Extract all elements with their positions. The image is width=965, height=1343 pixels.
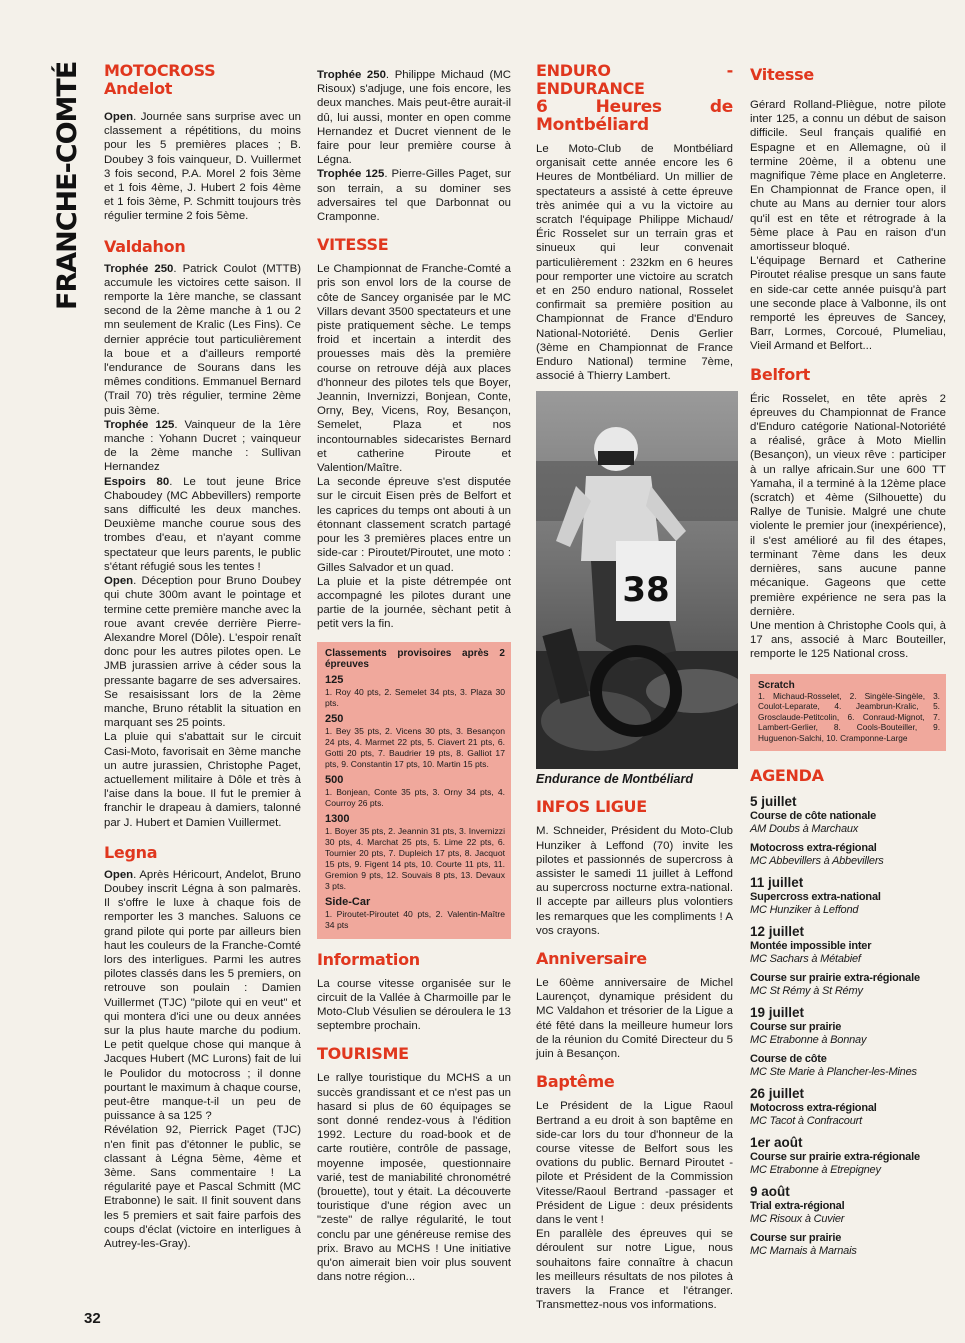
heading-infos-ligue: INFOS LIGUE bbox=[536, 797, 647, 817]
photo-caption: Endurance de Montbéliard bbox=[536, 772, 693, 787]
box-category: 250 bbox=[325, 712, 344, 725]
paragraph: Le Président de la Ligue Raoul Bertrand a eu droit à son baptême en side-car lors du tour d'honneur de la course vitesse de Belfort sous les ovations du public. Bernard Piroutet -pilote et Président de la Commission Vitesse/Raoul Bertrand -passager et Président de Ligue : deux présidents dans le vent ! bbox=[536, 1100, 733, 1226]
agenda-date: 5 juillet bbox=[750, 794, 797, 810]
paragraph: La pluie qui s'abattait sur le circuit Casi-Moto, favorisait en 3ème manche un autre jurassien, Christophe Paget, actuellement militaire à Dôle et très à l'aise dans la boue. Il fut le premier à franchir le drapeau à damiers, talonné par J. Hubert et Damien Vuillermet. bbox=[104, 731, 301, 829]
section-title bbox=[52, 60, 86, 310]
box-category: Side-Car bbox=[325, 895, 371, 908]
agenda-event-title: Course de côte nationale bbox=[750, 810, 877, 823]
box-results: 1. Roy 40 pts, 2. Semelet 34 pts, 3. Plaza 30 pts. bbox=[325, 686, 505, 708]
paragraph: Le rallye touristique du MCHS a un succès grandissant et ce n'est pas un hasard si plus de 60 équipages se sont donné rendez-vous à l'édition 1992. Lecture du road-book et de carte routière, contrôle de passage, moyenne imposée, questionnaire varié, test de maniabilité chronométré (brouette), tout y était. La découverte touristique d'une région avec un "zeste" de rallye régularité, le tout conclu par une généreuse remise des prix. Bravo au MCHS ! Une initiative qu'on aimerait bien voir plus souvent dans notre région... bbox=[317, 1072, 511, 1284]
heading-vitesse: VITESSE bbox=[317, 235, 389, 255]
heading-6-heures: 6 Heures de Montbéliard bbox=[536, 97, 733, 135]
agenda-event bbox=[750, 940, 946, 966]
agenda-event-title: Course sur prairie extra-régionale bbox=[750, 1151, 920, 1164]
rider-illustration bbox=[536, 391, 738, 769]
agenda-event-place: MC Etrabonne à Bonnay bbox=[750, 1034, 867, 1047]
paragraph: Le 60ème anniversaire de Michel Laurençot, dynamique président du MC Valdahon et trésorier de la Ligue a été fêté dans la meilleure humeur lors de la réunion du Comité Directeur du 5 juin à Besançon. bbox=[536, 977, 733, 1061]
box-category: 125 bbox=[325, 673, 344, 686]
box-title: Classements provisoires après 2 épreuves bbox=[325, 647, 505, 670]
agenda-event-place: AM Doubs à Marchaux bbox=[750, 823, 859, 836]
agenda-event-title: Course sur prairie extra-régionale bbox=[750, 972, 920, 985]
agenda-date: 11 juillet bbox=[750, 875, 804, 891]
agenda-event bbox=[750, 1232, 946, 1258]
agenda-list bbox=[750, 793, 946, 1258]
heading-legna: Legna bbox=[104, 842, 158, 862]
box-results: 1. Bonjean, Conte 35 pts, 3. Orny 34 pts, 4. Courroy 26 pts. bbox=[325, 786, 505, 808]
box-category: 500 bbox=[325, 773, 344, 786]
agenda-event bbox=[750, 810, 946, 836]
agenda-event-place: MC Marnais à Marnais bbox=[750, 1245, 857, 1258]
scratch-title: Scratch bbox=[758, 679, 795, 691]
paragraph: M. Schneider, Président du Moto-Club Hunziker à Leffond (70) invite les pilotes et passionnés de supercross à assister le samedi 11 juillet à Leffond au supercross nocturne extra-national. Il accepte par ailleurs plus volontiers les remarques que les compliments ! A vos crayons. bbox=[536, 825, 733, 937]
agenda-date: 1er août bbox=[750, 1135, 803, 1151]
paragraph: Le Moto-Club de Montbéliard organisait cette année encore les 6 Heures de Montbéliard. Un millier de spectateurs a assisté à cette épreuve très animée qui a vu la victoire au scratch l'équipage Philippe Michaud/Éric Rosselet sur un terrain gras et sinueux qui leur convenait particulièrement : 232km en 6 heures pour remporter une victoire au scratch et en 250 enduro national, Rosselet confirmait sa première position au Championnat de France d'Enduro National-Notoriété. Denis Gerlier (3ème en Championnat de France Enduro National) termine 7ème, associé à Thierry Lambert. bbox=[536, 143, 733, 383]
classement-box bbox=[317, 642, 511, 939]
column-3 bbox=[536, 62, 733, 1312]
heading-agenda: AGENDA bbox=[750, 766, 824, 786]
paragraph: Trophée 250. Patrick Coulot (MTTB) accumule les victoires cette saison. Il remporte la 1ère manche, se classant second de la 2ème manche à 1 ou 2 mn seulement de Kralic (Les Fins). Ce dernier apprécie tout particulièrement la boue et a d'ailleurs remporté l'endurance de Sourans dans les mêmes conditions. Emmanuel Bernard (Trail 70) très régulier, termine 2ème puis 3ème. bbox=[104, 262, 301, 417]
box-results: 1. Piroutet-Piroutet 40 pts, 2. Valentin-Maître 34 pts bbox=[325, 908, 505, 930]
agenda-event bbox=[750, 1102, 946, 1128]
agenda-event bbox=[750, 972, 946, 998]
paragraph: Éric Rosselet, en tête après 2 épreuves du Championnat de France d'Enduro catégorie National-Notoriété a réalisé, grâce à Moto Miellin (Besançon), un vieux rêve : participer à un rallye africain.Sur une 600 TT Yamaha, il a terminé à la 12ème place (scratch) et 4ème (Silhouette) du Rallye de Tunisie. Malgré une chute violente le premier jour (inexpérience), il s'est amélioré au fil des étapes, terminant 7ème dans les deux dernières, sans aucune panne mécanique. Gageons que cette première expérience ne sera pas la dernière. bbox=[750, 392, 946, 618]
heading-andelot: Andelot bbox=[104, 79, 173, 98]
agenda-event bbox=[750, 1200, 946, 1226]
paragraph: Espoirs 80. Le tout jeune Brice Chaboudey (MC Abbevillers) remporte sans difficulté les deux manches. Deuxième manche courue sous des trombes d'eau, et n'ayant comme spectateur que leurs parents, le public s'étant réfugié sous les tentes ! bbox=[104, 475, 301, 573]
agenda-event-place: MC Hunziker à Leffond bbox=[750, 904, 859, 917]
column-4 bbox=[750, 62, 946, 1258]
paragraph: Open. Après Héricourt, Andelot, Bruno Doubey inscrit Légna à son palmarès. Il s'offre le luxe à chaque fois de remporter les 3 manches. Saluons ce grand pilote qui porte par ailleurs bien haut les couleurs de la Franche-Comté lors des interligues. Parmi les autres pilotes classés dans les 5 premiers, on retrouve son poulain : Damien Vuillermet (TJC) "pilote qui en veut" et qui montera d'ici une ou deux années sur la plus haute marche du podium. Le petit quelque chose qui manque à Jacques Hubert (MC Lurons) fait de lui le Poulidor du motocross ; il donne pourtant le maximum à chaque course, peut-être manque-t-il un peu de puissance à sa 125 ? bbox=[104, 868, 301, 1123]
agenda-event-title: Course de côte bbox=[750, 1053, 827, 1066]
photo-number-plate: 38 bbox=[622, 570, 670, 611]
box-category: 1300 bbox=[325, 812, 350, 825]
agenda-event-place: MC Sachars à Métabief bbox=[750, 953, 861, 966]
agenda-date: 19 juillet bbox=[750, 1005, 805, 1021]
paragraph: L'équipage Bernard et Catherine Piroutet réalise presque un sans faute en side-car cette année puisqu'à part une seconde place à Valbonne, ils ont remporté les épreuves de Sancey, Barr, Lormes, Corcoué, Plumeliau, Vieil Armand et Belfort... bbox=[750, 255, 946, 353]
paragraph: Open. Déception pour Bruno Doubey qui chute 300m avant le pointage et termine cette première manche avec la roue avant crevée derrière Pierre-Alexandre Morel (Dôle). L'espoir renaît donc pour les autres pilotes open. Le JMB jurassien arrive à céder sous la pressante bagarre de ses adversaires. Se resaisissant lors de la 2ème manche, Bruno rétablit la situation en marquant ses 25 points. bbox=[104, 575, 301, 730]
heading-bapteme: Baptême bbox=[536, 1072, 615, 1092]
column-2 bbox=[317, 68, 511, 1284]
heading-anniversaire: Anniversaire bbox=[536, 949, 647, 969]
paragraph: La seconde épreuve s'est disputée sur le circuit Eisen près de Belfort et les caprices du temps ont abouti à un étonnant classement scratch partagé pour les 3 premières places entre un side-car : Piroutet/Piroutet, une moto : Gilles Salvador et un quad. bbox=[317, 476, 511, 574]
heading-belfort: Belfort bbox=[750, 364, 810, 384]
agenda-event-title: Motocross extra-régional bbox=[750, 1102, 877, 1115]
agenda-event bbox=[750, 1053, 946, 1079]
heading-vitesse-2: Vitesse bbox=[750, 65, 814, 84]
column-1 bbox=[104, 62, 301, 1251]
agenda-date: 9 août bbox=[750, 1184, 790, 1200]
agenda-event-place: MC Risoux à Cuvier bbox=[750, 1213, 845, 1226]
heading-motocross: MOTOCROSS bbox=[104, 61, 216, 80]
paragraph: En parallèle des épreuves qui se déroulent sur notre Ligue, nous souhaitons faire connaître à chacun les meilleurs résultats de nos pilotes à travers la France et l'étranger. Transmettez-nous vos informations. bbox=[536, 1228, 733, 1312]
agenda-event-title: Course sur prairie bbox=[750, 1021, 842, 1034]
page-number: 32 bbox=[84, 1310, 101, 1327]
paragraph: Trophée 250. Philippe Michaud (MC Risoux) s'adjuge, une fois encore, les deux manches. Mais peut-être aurait-il dû, lui aussi, monter en open comme Hernandez et Ducret viennent de le faire pour leur première course à Légna. bbox=[317, 69, 511, 167]
agenda-event-place: MC Ste Marie à Plancher-les-Mines bbox=[750, 1066, 917, 1079]
heading-tourisme: TOURISME bbox=[317, 1044, 409, 1064]
agenda-event-place: MC Abbevillers à Abbevillers bbox=[750, 855, 884, 868]
section-title-text: FRANCHE-COMTÉ bbox=[52, 61, 83, 310]
agenda-event-title: Trial extra-régional bbox=[750, 1200, 845, 1213]
agenda-event-title: Montée impossible inter bbox=[750, 940, 872, 953]
paragraph: Trophée 125. Vainqueur de la 1ère manche : Yohann Ducret ; vainqueur de la 2ème manche : Sullivan Hernandez bbox=[104, 418, 301, 474]
agenda-event-title: Motocross extra-régional bbox=[750, 842, 877, 855]
scratch-results: 1. Michaud-Rosselet, 2. Singèle-Singèle, 3. Coulot-Leparate, 4. Jeambrun-Kralic, 5. Grosclaude-Petitcolin, 6. Conraud-Mignot, 7. Lambert-Gerlier, 8. Cools-Bouteiller, 9. Huguenon-Salchi, 10. Cramponne-Large bbox=[758, 690, 940, 743]
agenda-event-title: Course sur prairie bbox=[750, 1232, 842, 1245]
agenda-date: 26 juillet bbox=[750, 1086, 805, 1102]
agenda-event bbox=[750, 891, 946, 917]
agenda-event bbox=[750, 1021, 946, 1047]
paragraph: Le Championnat de Franche-Comté a pris son envol lors de la course de côte de Sancey organisée par le MC Villars devant 3500 spectateurs et une piste pratiquement sèche. Le temps froid et incertain a interdit des prouesses mais dès la première course on retrouve déjà aux places d'honneur des pilotes tels que Boyer, Jeannin, Invernizzi, Bonjean, Conte, Orny, Bey, Vicens, Roy, Besançon, Semelet, Plaza et nos incontournables sidecaristes Bernard et catherine Piroute et Valention/Maître. bbox=[317, 263, 511, 475]
agenda-event-place: MC Etrabonne à Etrepigney bbox=[750, 1164, 881, 1177]
box-results: 1. Bey 35 pts, 2. Vicens 30 pts, 3. Besançon 24 pts, 4. Marmet 22 pts, 5. Ciavert 21 pts, 6. Gotti 20 pts, 7. Baudrier 19 pts, 8. Galliot 17 pts, 9. Constantin 17 pts, 10. Martin 15 pts. bbox=[325, 725, 505, 769]
paragraph: Trophée 125. Pierre-Gilles Paget, sur son terrain, a su dominer ses adversaires tel que Darbonnat ou Cramponne. bbox=[317, 168, 511, 224]
box-results: 1. Boyer 35 pts, 2. Jeannin 31 pts, 3. Invernizzi 30 pts, 4. Marchat 25 pts, 5. Lime 22 pts, 6. Tournier 20 pts, 7. Dupleich 17 pts, 8. Jacquot 15 pts, 9. Figent 14 pts, 10. Courte 11 pts, 11. Gremion 9 pts, 12. Souvais 8 pts, 13. Devaux 3 pts. bbox=[325, 825, 505, 891]
paragraph: Gérard Rolland-Pliègue, notre pilote inter 125, a connu un début de saison difficile. Seul français qualifié en Espagne et en Allemagne, où il termine 20ème, il a obtenu une magnifique 7ème place en Angleterre. En Championnat de France open, il chute au Mans au dernier tour alors qu'il est en tête et rétrograde à la 5ème place à Pau en raison d'un amortisseur bloqué. bbox=[750, 99, 946, 254]
heading-enduro: ENDURO - ENDURANCE bbox=[536, 61, 733, 98]
paragraph: Révélation 92, Pierrick Paget (TJC) n'en finit pas d'étonner le public, se classant à Légna 5ème, 4ème et 3ème. Sans commentaire ! La régularité paye et Pascal Schmitt (MC Etrabonne) le sait. Il finit souvent dans les 5 premiers et sait faire parfois des coups d'éclat (victoire en interligues à Autrey-les-Gray). bbox=[104, 1124, 301, 1251]
agenda-event-place: MC Tacot à Confracourt bbox=[750, 1115, 862, 1128]
agenda-event bbox=[750, 1151, 946, 1177]
agenda-date: 12 juillet bbox=[750, 924, 805, 940]
agenda-event-title: Supercross extra-national bbox=[750, 891, 881, 904]
paragraph: La pluie et la piste détrempée ont accompagné les pilotes durant une partie de la journée, sèchant petit à petit vers la fin. bbox=[317, 575, 511, 631]
heading-information: Information bbox=[317, 949, 420, 969]
scratch-box bbox=[750, 674, 946, 752]
heading-valdahon: Valdahon bbox=[104, 236, 186, 256]
agenda-event bbox=[750, 842, 946, 868]
paragraph: Open. Journée sans surprise avec un classement a répétitions, du moins pour les 5 premières places ; B. Doubey 3 fois vainqueur, D. Vuillermet 3 fois second, P.A. Morel 2 fois 3ème et 1 fois 4ème, J. Hubert 2 fois 4ème et 1 fois 3ème, P. Schmitt toujours très régulier termine 2 fois 5ème. bbox=[104, 111, 301, 223]
photo-enduro-rider bbox=[536, 391, 738, 769]
agenda-event-place: MC St Rémy à St Rémy bbox=[750, 985, 863, 998]
paragraph: La course vitesse organisée sur le circuit de la Vallée à Charmoille par le Moto-Club Vésulien se déroulera le 13 septembre prochain. bbox=[317, 977, 511, 1033]
paragraph: Une mention à Christophe Cools qui, à 17 ans, associé à Marc Bouteiller, remporte le 125 National cross. bbox=[750, 619, 946, 661]
